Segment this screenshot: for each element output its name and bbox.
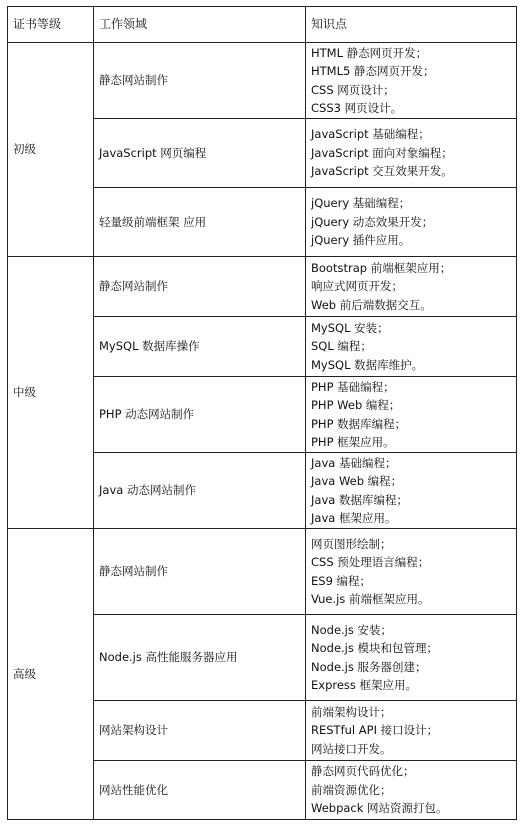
table-row [8, 43, 517, 119]
knowledge-point: PHP Web 编程； [311, 398, 401, 412]
knowledge-point: Web 前后端数据交互。 [311, 297, 432, 312]
header-level: 证书等级 [8, 7, 94, 43]
knowledge-point: Express 框架应用。 [311, 678, 418, 692]
knowledge-point: JavaScript 基础编程； [311, 127, 430, 142]
work-area-cell: 轻量级前端框架 应用 [94, 188, 306, 257]
knowledge-point: HTML 静态网页开发； [311, 45, 428, 60]
certification-table [7, 6, 517, 820]
knowledge-point: Java 数据库编程； [311, 492, 408, 507]
table-row [8, 529, 517, 615]
work-area-cell: 静态网站制作 [94, 43, 306, 119]
table-body [8, 7, 517, 820]
knowledge-point: 前端资源优化； [311, 782, 392, 797]
work-area-cell: JavaScript 网页编程 [94, 119, 306, 188]
knowledge-point: 网页图形绘制； [311, 536, 392, 551]
work-area-cell: 网站架构设计 [94, 701, 306, 761]
knowledge-point: MySQL 安装； [311, 320, 389, 335]
knowledge-points-cell [306, 529, 517, 615]
work-area-cell: 静态网站制作 [94, 529, 306, 615]
knowledge-point: Java 框架应用。 [311, 511, 397, 525]
knowledge-point: RESTful API 接口设计； [311, 723, 439, 738]
knowledge-point: Vue.js 前端框架应用。 [311, 592, 430, 606]
knowledge-point: 静态网页代码优化； [311, 764, 415, 779]
knowledge-point: MySQL 数据库维护。 [311, 357, 424, 372]
knowledge-points-cell [306, 317, 517, 377]
knowledge-point: PHP 基础编程； [311, 379, 395, 394]
work-area-cell: 网站性能优化 [94, 761, 306, 820]
knowledge-point: Java 基础编程； [311, 455, 397, 470]
work-area-cell: PHP 动态网站制作 [94, 377, 306, 453]
knowledge-point: CSS3 网页设计。 [311, 101, 403, 115]
work-area-cell: MySQL 数据库操作 [94, 317, 306, 377]
knowledge-point: Node.js 服务器创建； [311, 659, 427, 674]
knowledge-point: Java Web 编程； [311, 474, 403, 488]
table-row [8, 257, 517, 317]
knowledge-point: CSS 预处理语言编程； [311, 555, 430, 569]
knowledge-point: Node.js 模块和包管理； [311, 641, 439, 655]
knowledge-point: PHP 数据库编程； [311, 416, 407, 431]
knowledge-points-cell [306, 188, 517, 257]
knowledge-point: Webpack 网站资源打包。 [311, 801, 448, 816]
knowledge-points-cell [306, 761, 517, 820]
knowledge-points-cell [306, 43, 517, 119]
knowledge-points-cell [306, 257, 517, 317]
header-points: 知识点 [306, 7, 517, 43]
knowledge-point: CSS 网页设计； [311, 82, 395, 97]
knowledge-points-cell [306, 701, 517, 761]
knowledge-point: JavaScript 交互效果开发。 [311, 164, 453, 179]
knowledge-point: 网站接口开发。 [311, 741, 392, 756]
knowledge-points-cell [306, 119, 517, 188]
knowledge-point: jQuery 动态效果开发； [311, 214, 434, 229]
cert-level-cell: 高级 [8, 529, 94, 820]
knowledge-point: ES9 编程； [311, 573, 372, 588]
knowledge-points-cell [306, 453, 517, 529]
cert-level-cell: 初级 [8, 43, 94, 257]
work-area-cell: Java 动态网站制作 [94, 453, 306, 529]
knowledge-point: SQL 编程； [311, 339, 372, 354]
knowledge-point: jQuery 插件应用。 [311, 233, 411, 248]
knowledge-point: HTML5 静态网页开发； [311, 64, 435, 78]
work-area-cell: Node.js 高性能服务器应用 [94, 615, 306, 701]
header-area: 工作领域 [94, 7, 306, 43]
knowledge-points-cell [306, 615, 517, 701]
knowledge-point: jQuery 基础编程； [311, 196, 411, 211]
knowledge-point: Node.js 安装； [311, 622, 393, 637]
cert-level-cell: 中级 [8, 257, 94, 529]
header-row [8, 7, 517, 43]
work-area-cell: 静态网站制作 [94, 257, 306, 317]
knowledge-point: PHP 框架应用。 [311, 435, 395, 449]
knowledge-point: 前端架构设计； [311, 704, 392, 719]
knowledge-point: JavaScript 面向对象编程； [311, 145, 453, 160]
knowledge-point: Bootstrap 前端框架应用； [311, 260, 452, 275]
knowledge-point: 响应式网页开发； [311, 279, 403, 294]
knowledge-points-cell [306, 377, 517, 453]
